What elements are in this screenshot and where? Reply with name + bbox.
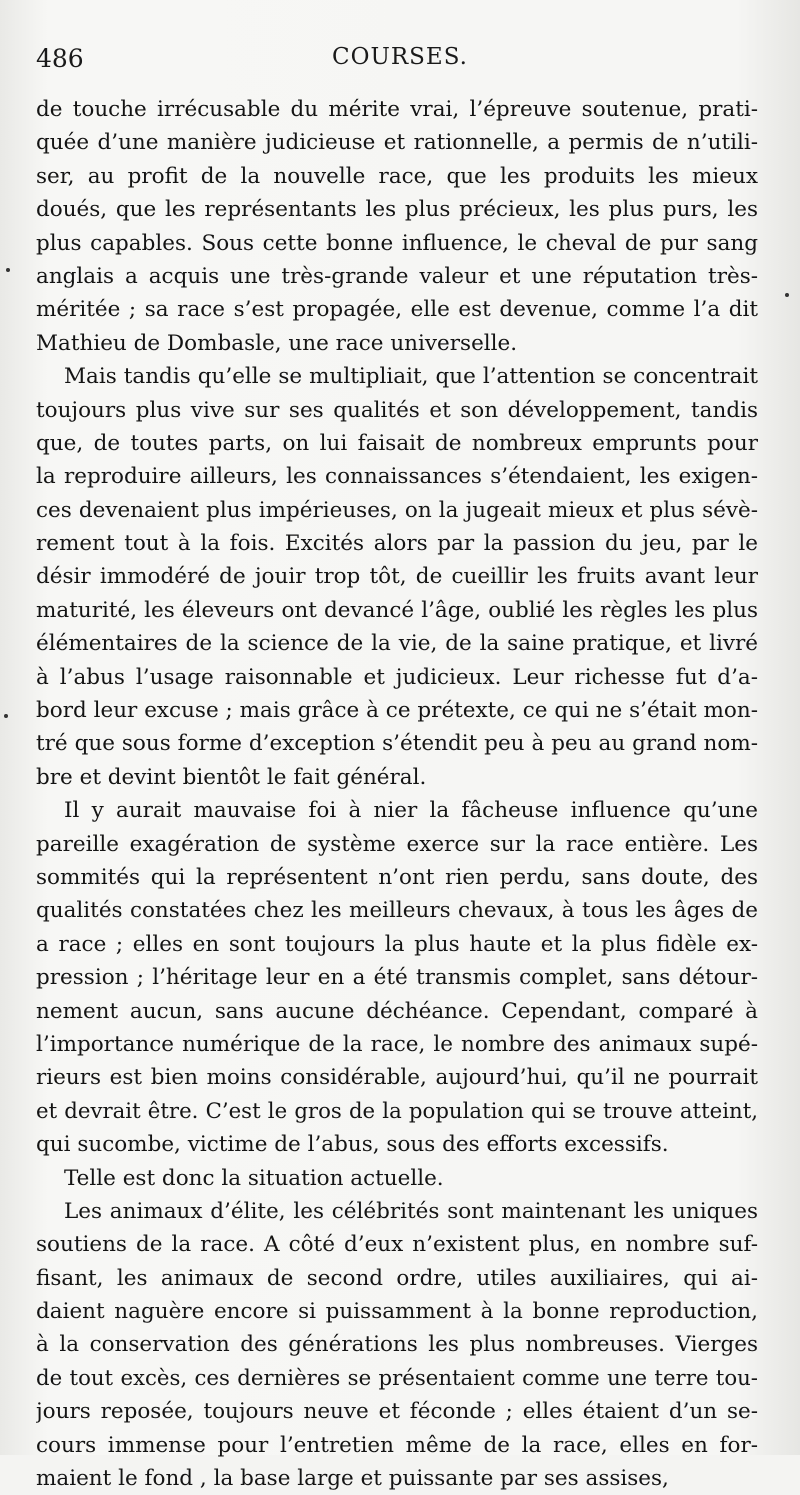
text-line: Mais tandis qu’elle se multipliait, que l’attention se concentrait	[64, 364, 758, 390]
text-line: bre et devint bientôt le fait général.	[36, 764, 427, 790]
paragraph	[36, 1195, 758, 1495]
running-head	[36, 44, 764, 78]
paragraph	[36, 360, 758, 794]
text-line: qui sucombe, victime de l’abus, sous des efforts excessifs.	[36, 1132, 669, 1158]
text-line: sommités qui la représentent n’ont rien perdu, sans doute, des	[36, 864, 758, 890]
text-line: jours reposée, toujours neuve et féconde ; elles étaient d’un se-	[36, 1399, 758, 1425]
text-line: toujours plus vive sur ses qualités et son développement, tandis	[36, 397, 758, 423]
text-line: Mathieu de Dombasle, une race universelle.	[36, 330, 518, 356]
text-line: nement aucun, sans aucune déchéance. Cependant, comparé à	[36, 998, 758, 1024]
text-line: Les animaux d’élite, les célébrités sont maintenant les uniques	[64, 1198, 758, 1224]
text-line: rement tout à la fois. Excités alors par la passion du jeu, par le	[36, 531, 758, 557]
text-line: doués, que les représentants les plus précieux, les plus purs, les	[36, 197, 758, 223]
running-title: COURSES.	[332, 44, 468, 70]
text-line: ser, au profit de la nouvelle race, que les produits les mieux	[36, 163, 758, 189]
text-line: Il y aurait mauvaise foi à nier la fâcheuse influence qu’une	[64, 798, 758, 824]
text-line: tré que sous forme d’exception s’étendit peu à peu au grand nom-	[36, 731, 758, 757]
text-line: a race ; elles en sont toujours la plus haute et la plus fidèle ex-	[36, 931, 758, 957]
text-line: méritée ; sa race s’est propagée, elle est devenue, comme l’a dit	[36, 297, 758, 323]
paragraph	[36, 93, 758, 360]
text-line: daient naguère encore si puissamment à la bonne reproduction,	[36, 1299, 758, 1325]
text-line: à l’abus l’usage raisonnable et judicieux. Leur richesse fut d’a-	[36, 664, 758, 690]
text-line: plus capables. Sous cette bonne influence, le cheval de pur sang	[36, 230, 758, 256]
text-line: la reproduire ailleurs, les connaissances s’étendaient, les exigen-	[36, 464, 758, 490]
text-line: bord leur excuse ; mais grâce à ce prétexte, ce qui ne s’était mon-	[36, 698, 758, 724]
text-line: maturité, les éleveurs ont devancé l’âge, oublié les règles les plus	[36, 597, 758, 623]
page-number: 486	[36, 44, 84, 73]
text-line: cours immense pour l’entretien même de la race, elles en for-	[36, 1432, 758, 1458]
text-line: désir immodéré de jouir trop tôt, de cueillir les fruits avant leur	[36, 564, 758, 590]
text-line: de tout excès, ces dernières se présentaient comme une terre tou-	[36, 1365, 758, 1391]
text-line: maient le fond , la base large et puissante par ses assises,	[36, 1466, 669, 1492]
text-line: anglais a acquis une très-grande valeur et une réputation très-	[36, 263, 758, 289]
print-speck	[4, 714, 8, 718]
text-line: l’importance numérique de la race, le nombre des animaux supé-	[36, 1031, 758, 1057]
text-line: Telle est donc la situation actuelle.	[64, 1165, 444, 1191]
text-line: élémentaires de la science de la vie, de la saine pratique, et livré	[36, 631, 758, 657]
print-speck	[785, 293, 789, 297]
text-line: que, de toutes parts, on lui faisait de nombreux emprunts pour	[36, 430, 758, 456]
text-line: à la conservation des générations les plus nombreuses. Vierges	[36, 1332, 758, 1358]
paragraph	[36, 1162, 758, 1195]
text-line: pareille exagération de système exerce sur la race entière. Les	[36, 831, 758, 857]
text-line: et devrait être. C’est le gros de la population qui se trouve atteint,	[36, 1098, 758, 1124]
text-line: fisant, les animaux de second ordre, utiles auxiliaires, qui ai-	[36, 1265, 758, 1291]
text-line: qualités constatées chez les meilleurs chevaux, à tous les âges de	[36, 898, 758, 924]
text-line: pression ; l’héritage leur en a été transmis complet, sans détour-	[36, 965, 758, 991]
text-line: ces devenaient plus impérieuses, on la jugeait mieux et plus sévè-	[36, 497, 758, 523]
text-line: soutiens de la race. A côté d’eux n’existent plus, en nombre suf-	[36, 1232, 758, 1258]
text-line: rieurs est bien moins considérable, aujourd’hui, qu’il ne pourrait	[36, 1065, 758, 1091]
text-line: quée d’une manière judicieuse et rationnelle, a permis de n’utili-	[36, 130, 758, 156]
print-speck	[6, 268, 10, 272]
text-line: de touche irrécusable du mérite vrai, l’épreuve soutenue, prati-	[36, 97, 758, 122]
body-text	[36, 93, 758, 1495]
paragraph	[36, 794, 758, 1161]
